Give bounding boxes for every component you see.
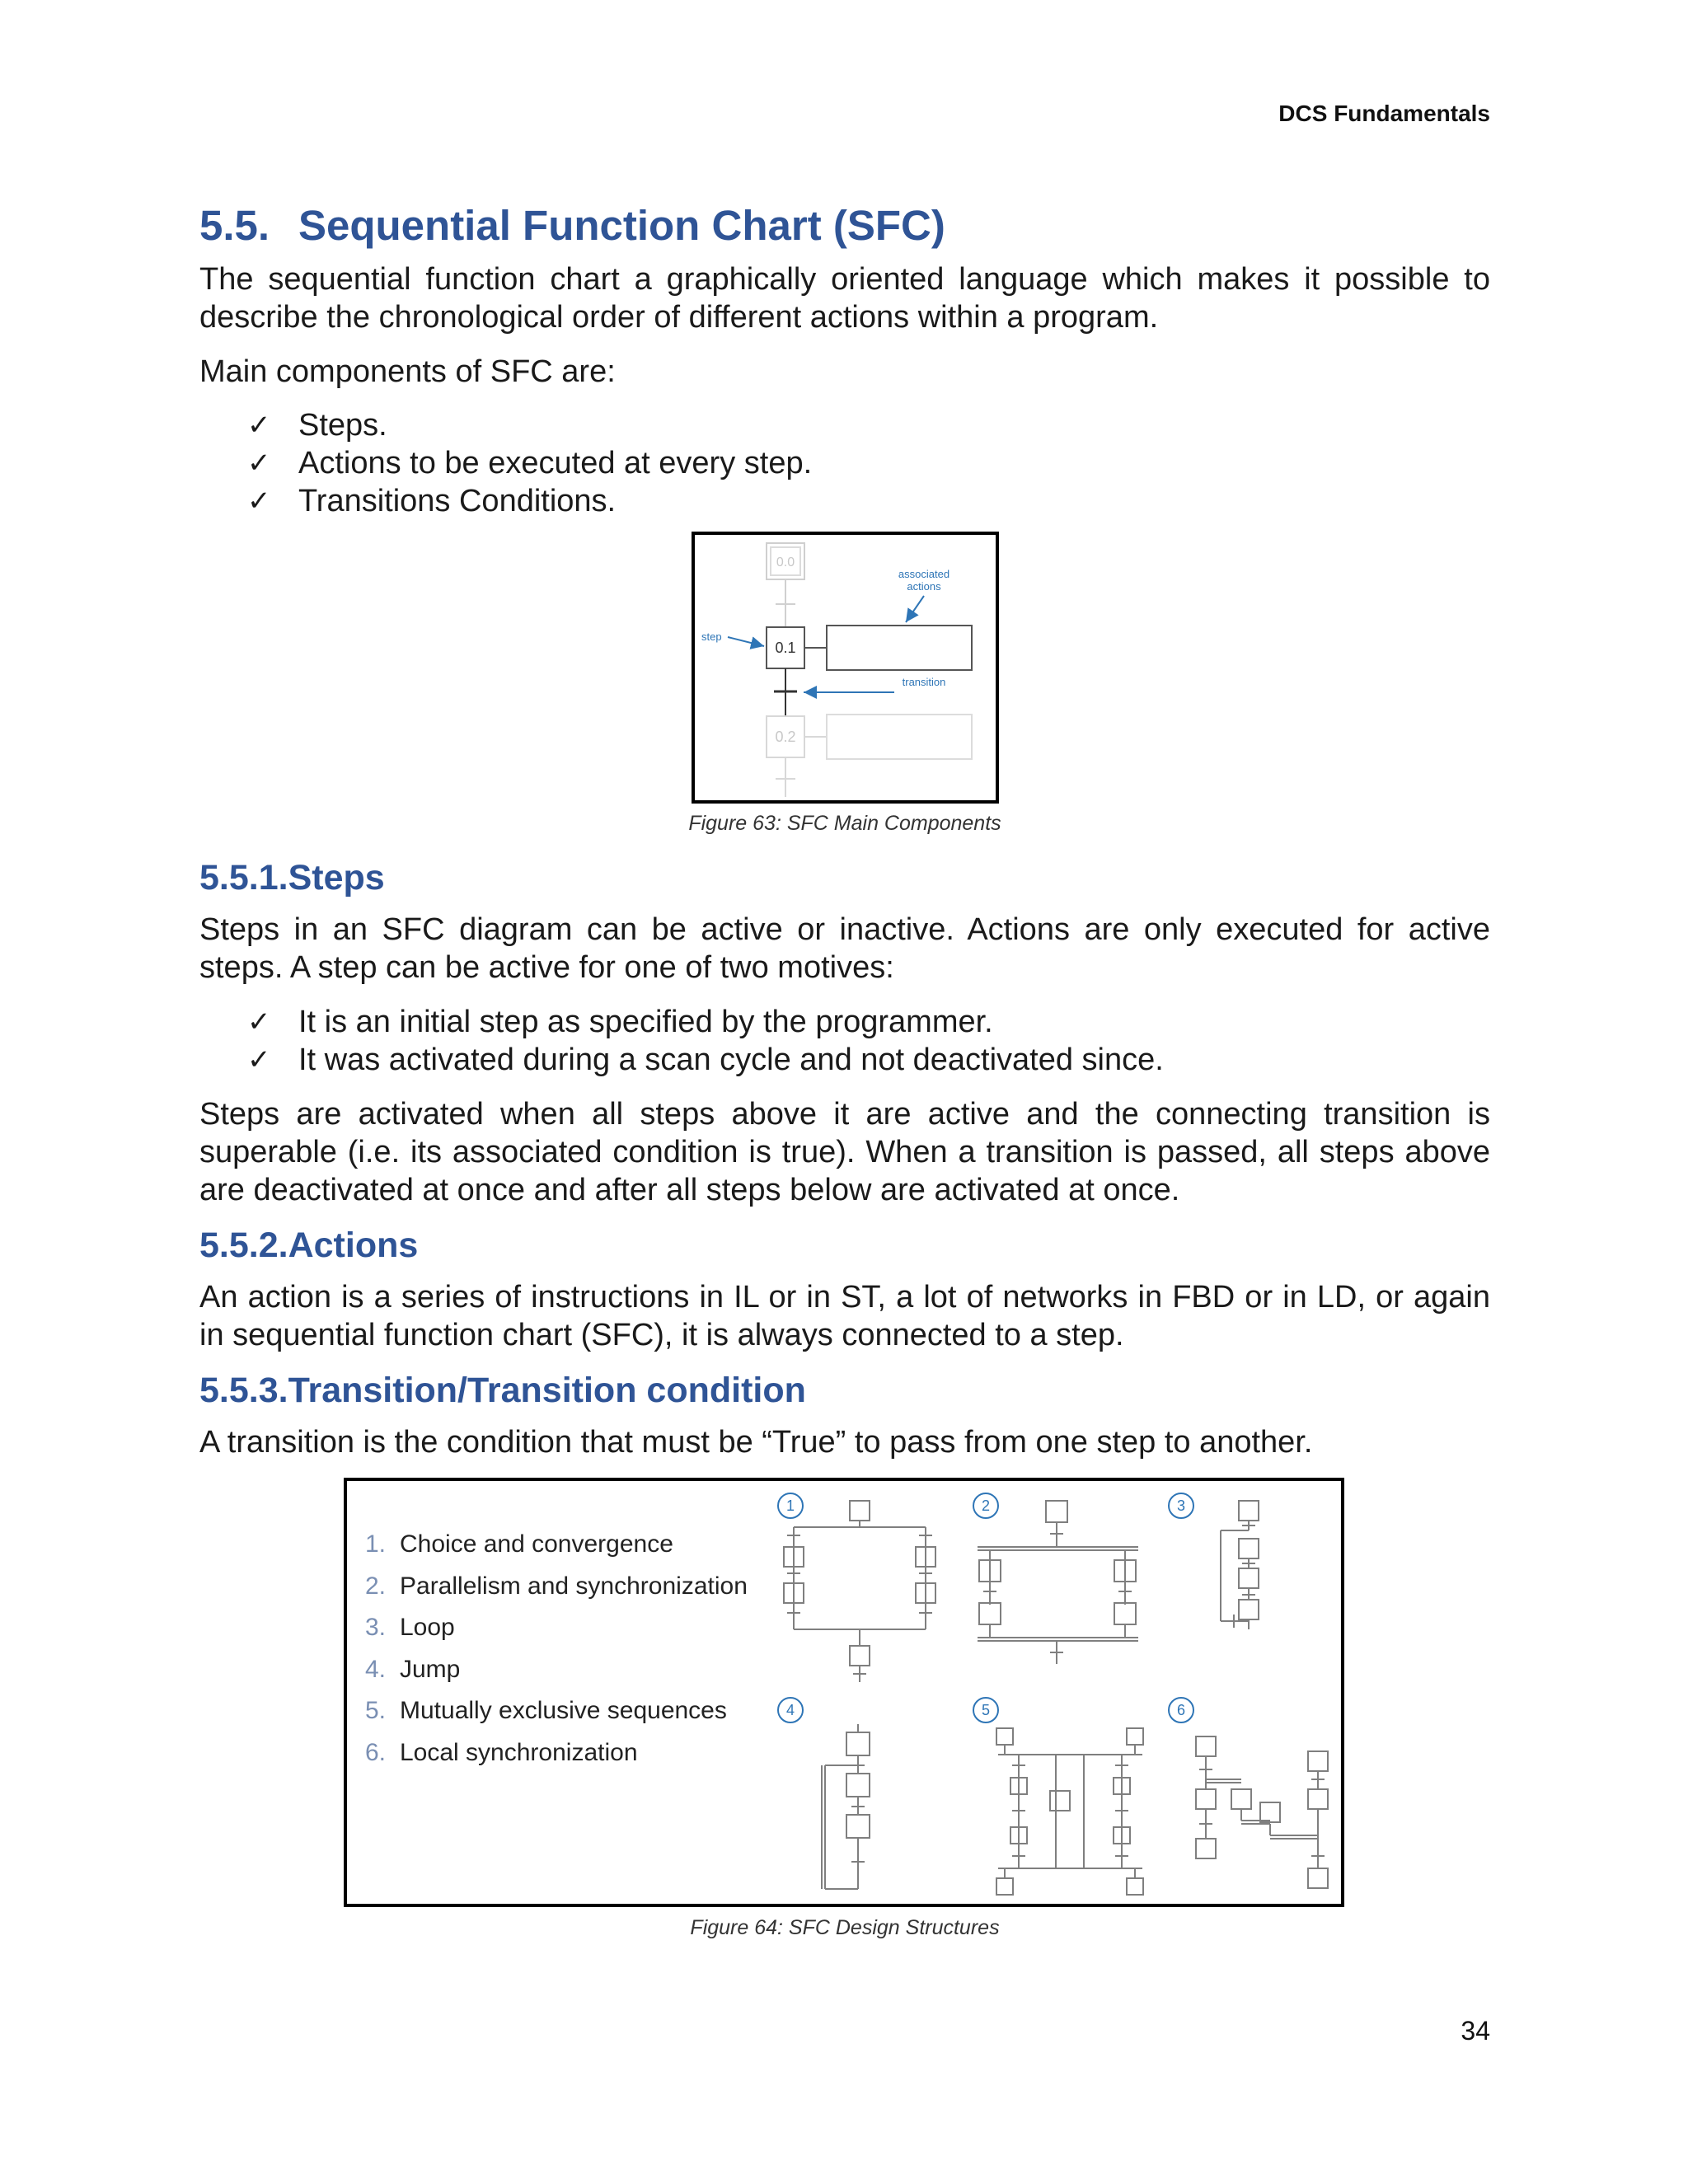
section-number: 5.5. [199,202,270,249]
step-label-mid: 0.1 [775,640,796,656]
step-label-top: 0.0 [776,555,795,569]
annotation-actions: actions [907,580,941,593]
figure-63-caption: Figure 63: SFC Main Components [688,812,1001,835]
list-item: ✓ Steps. [247,408,387,443]
legend-item: 2. Parallelism and synchronization [365,1572,748,1600]
list-item: ✓ Transitions Conditions. [247,484,617,518]
legend-item: 3. Loop [365,1614,455,1641]
steps-list [199,1003,1490,1079]
list-item: ✓ Actions to be executed at every step. [247,446,813,480]
badge-1-label: 1 [785,1497,795,1514]
badge-6-label: 6 [1176,1702,1186,1718]
subsection-heading-actions: 5.5.2.Actions [199,1226,419,1265]
figure-64-frame [344,1478,1344,1907]
steps-paragraph-1: Steps in an SFC diagram can be active or inactive. Actions are only executed for active steps. A step can be active for one of two motives: [199,912,1490,985]
figure-64-caption: Figure 64: SFC Design Structures [690,1916,1000,1939]
intro-paragraph: The sequential function chart a graphically oriented language which makes it possible to describe the chronological order of different actions within a program. [199,262,1490,335]
badge-5-label: 5 [981,1702,991,1718]
section-heading [199,196,1490,255]
check-icon: ✓ [247,410,271,441]
check-icon: ✓ [247,1044,271,1076]
subsection-heading-transition: 5.5.3.Transition/Transition condition [199,1371,806,1410]
legend-item: 6. Local synchronization [365,1738,638,1766]
check-icon: ✓ [247,448,271,479]
badge-3-label: 3 [1176,1497,1186,1514]
sfc-components-diagram [695,535,996,800]
legend-item: 1. Choice and convergence [365,1530,673,1558]
legend-item: 5. Mutually exclusive sequences [365,1697,727,1724]
badge-2-label: 2 [981,1497,991,1514]
page-number: 34 [1461,2016,1490,2046]
annotation-associated: associated [898,568,950,580]
sfc-structures-diagram [776,1481,1341,1904]
check-icon: ✓ [247,485,271,517]
structure-legend [365,1524,748,1774]
legend-item: 4. Jump [365,1655,461,1683]
transition-paragraph: A transition is the condition that must be “True” to pass from one step to another. [199,1425,1313,1460]
components-lead: Main components of SFC are: [199,354,616,389]
check-icon: ✓ [247,1006,271,1038]
figure-63 [199,532,1490,853]
badge-4-label: 4 [785,1702,795,1718]
figure-64 [199,1478,1490,1939]
page-content [199,196,1490,1939]
running-header: DCS Fundamentals [1278,101,1490,126]
annotation-step: step [701,630,722,643]
list-item: ✓ It is an initial step as specified by the programmer. [247,1005,993,1039]
step-label-bottom: 0.2 [775,729,796,745]
figure-63-frame [692,532,999,804]
action-box [827,626,972,670]
steps-paragraph-2: Steps are activated when all steps above it are active and the connecting transition is superable (i.e. its associated condition is true). When a transition is passed, all steps above are deactivated at once and after all steps below are activated at once. [199,1097,1490,1207]
subsection-heading-steps: 5.5.1.Steps [199,858,385,898]
list-item: ✓ It was activated during a scan cycle and not deactivated since. [247,1043,1164,1077]
section-title: Sequential Function Chart (SFC) [298,202,945,249]
components-list [199,406,1490,520]
annotation-transition: transition [902,676,946,688]
actions-paragraph: An action is a series of instructions in IL or in ST, a lot of networks in FBD or in LD, or again in sequential function chart (SFC), it is always connected to a step. [199,1280,1490,1352]
